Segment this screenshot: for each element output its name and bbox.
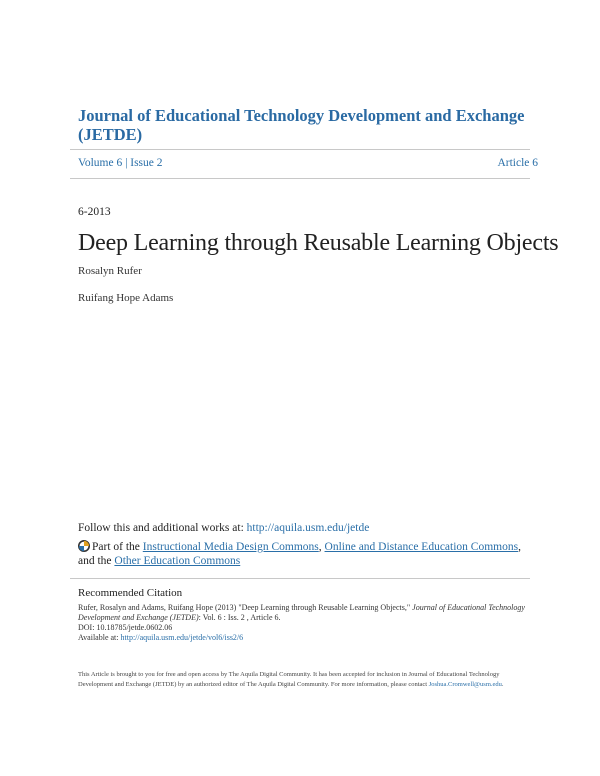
- citation-volume-info: : Vol. 6 : Iss. 2 , Article 6.: [198, 613, 281, 622]
- footer-end: .: [501, 681, 504, 688]
- commons-link-online-distance[interactable]: Online and Distance Education Commons: [324, 541, 519, 553]
- access-footer: [78, 670, 533, 690]
- follow-line: [78, 522, 369, 534]
- commons-separator-1: ,: [318, 541, 322, 553]
- volume-issue-link[interactable]: Volume 6 | Issue 2: [78, 157, 163, 169]
- contact-email-link[interactable]: Joshua.Cromwell@usm.edu: [428, 681, 502, 688]
- follow-url-link[interactable]: http://aquila.usm.edu/jetde: [246, 522, 370, 534]
- part-of-commons: [78, 540, 538, 568]
- recommended-citation-heading: Recommended Citation: [78, 587, 183, 599]
- citation-text: [78, 603, 533, 643]
- citation-line-prefix: Rufer, Rosalyn and Adams, Ruifang Hope (2013) "Deep Learning through Reusable Learning Objects,": [78, 603, 411, 612]
- article-title: Deep Learning through Reusable Learning Objects: [78, 230, 559, 256]
- follow-prefix: Follow this and additional works at:: [78, 522, 244, 534]
- citation-available-link[interactable]: http://aquila.usm.edu/jetde/vol6/iss2/6: [120, 633, 244, 642]
- citation-journal-name: Journal of Educational Technology Development and Exchange (JETDE): [78, 603, 525, 622]
- citation-doi: DOI: 10.18785/jetde.0602.06: [78, 623, 173, 632]
- citation-rule: [70, 578, 530, 579]
- header-rule-top: [70, 149, 530, 150]
- journal-title-link[interactable]: Journal of Educational Technology Development and Exchange (JETDE): [78, 106, 525, 144]
- part-of-prefix: Part of the: [92, 541, 140, 553]
- publication-date: 6-2013: [78, 206, 111, 218]
- article-number-link[interactable]: Article 6: [497, 157, 538, 169]
- header-rule-bottom: [70, 178, 530, 179]
- commons-link-other-education[interactable]: Other Education Commons: [114, 555, 241, 567]
- citation-available-prefix: Available at:: [78, 633, 119, 642]
- footer-text: This Article is brought to you for free and open access by The Aquila Digital Community. It has been accepted for inclusion in Journal of Educational Technology Development and Exchange (JETDE) by an authorized editor of The Aquila Digital Community. For more information, please contact: [78, 671, 500, 688]
- author-1[interactable]: Rosalyn Rufer: [78, 265, 142, 277]
- volume-issue-line: [78, 157, 538, 169]
- and-the-text: and the: [78, 555, 112, 567]
- bepress-network-icon: [78, 540, 90, 552]
- author-2[interactable]: Ruifang Hope Adams: [78, 292, 174, 304]
- commons-link-instructional-media[interactable]: Instructional Media Design Commons: [142, 541, 319, 553]
- commons-separator-2: ,: [518, 541, 521, 553]
